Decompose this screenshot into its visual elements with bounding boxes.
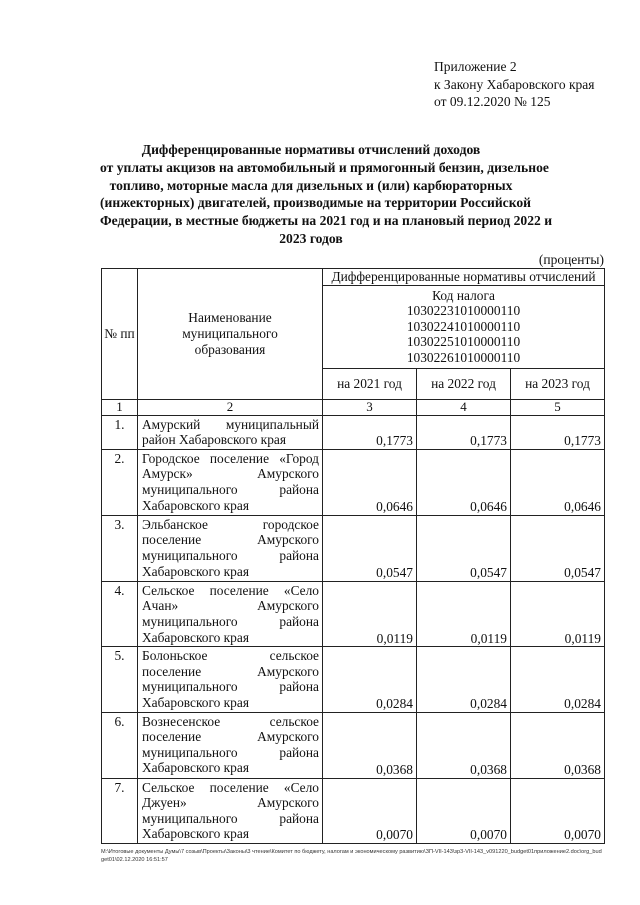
document-title <box>100 141 553 248</box>
title-line: Дифференцированные нормативы отчислений доходов <box>141 142 481 157</box>
units-label: (проценты) <box>538 252 604 267</box>
value-2021: 0,0284 <box>323 647 417 712</box>
value-2022: 0,0646 <box>417 449 511 515</box>
value-2022: 0,0547 <box>417 515 511 581</box>
value-2023: 0,0368 <box>511 712 605 778</box>
row-number: 6. <box>102 712 138 778</box>
column-index: 3 <box>323 399 417 415</box>
column-index: 4 <box>417 399 511 415</box>
municipality-name: Болоньское сельское поселение Амурского муниципального района Хабаровского края <box>138 647 323 712</box>
municipality-name: Вознесенское сельское поселение Амурского муниципального района Хабаровского края <box>138 712 323 778</box>
value-2022: 0,0119 <box>417 581 511 646</box>
header-name <box>138 269 323 400</box>
tax-code: 10302261010000110 <box>406 349 521 365</box>
row-number: 5. <box>102 647 138 712</box>
value-2021: 0,0368 <box>323 712 417 778</box>
table-row <box>102 581 605 646</box>
municipality-name: Сельское поселение «Село Ачан» Амурского муниципального района Хабаровского края <box>138 581 323 646</box>
value-2022: 0,1773 <box>417 415 511 449</box>
file-path-footer: M:\Итоговые документы Думы\7 созыв\Проекты\Законы\3 чтение\Комитет по бюджету, налогам и экономическому развитию\ЗП-VII-143\зр3-VII-143_v091220_budget01приложение2.doc\org_budget01\02.12.2020 16:51:57 <box>101 849 602 863</box>
municipality-name: Амурский муниципальный район Хабаровского края <box>138 415 323 449</box>
tax-code: 10302251010000110 <box>406 334 521 350</box>
table-row <box>102 515 605 581</box>
header-name-text: Наименование муниципального образования <box>182 310 278 357</box>
title-line: Федерации, в местные бюджеты на 2021 год и на плановый период 2022 и <box>100 213 553 229</box>
row-number: 7. <box>102 778 138 843</box>
row-number: 3. <box>102 515 138 581</box>
header-year-2021: на 2021 год <box>323 368 417 399</box>
title-line: от уплаты акцизов на автомобильный и прямогонный бензин, дизельное <box>100 159 549 175</box>
column-index: 5 <box>511 399 605 415</box>
value-2023: 0,0070 <box>511 778 605 843</box>
row-number: 4. <box>102 581 138 646</box>
value-2021: 0,0547 <box>323 515 417 581</box>
title-line: (инжекторных) двигателей, производимые на территории Российской <box>100 195 531 211</box>
table-row <box>102 449 605 515</box>
header-tax-code <box>323 285 605 368</box>
appendix-line-2: к Закону Хабаровского края <box>434 76 595 92</box>
tax-code: 10302231010000110 <box>406 303 521 319</box>
table-row <box>102 778 605 843</box>
value-2023: 0,0119 <box>511 581 605 646</box>
column-index: 1 <box>102 399 138 415</box>
table-row <box>102 647 605 712</box>
appendix-line-1: Приложение 2 <box>434 59 517 74</box>
value-2021: 0,0119 <box>323 581 417 646</box>
table-row <box>102 415 605 449</box>
value-2022: 0,0284 <box>417 647 511 712</box>
header-norms: Дифференцированные нормативы отчислений <box>323 269 605 286</box>
value-2023: 0,1773 <box>511 415 605 449</box>
value-2023: 0,0646 <box>511 449 605 515</box>
tax-code-label: Код налога <box>432 287 495 303</box>
appendix-line-3: от 09.12.2020 № 125 <box>434 94 551 109</box>
title-line: 2023 годов <box>279 230 343 246</box>
value-2022: 0,0368 <box>417 712 511 778</box>
title-line: топливо, моторные масла для дизельных и (или) карбюраторных <box>109 177 513 193</box>
row-number: 1. <box>102 415 138 449</box>
value-2023: 0,0284 <box>511 647 605 712</box>
table-row <box>102 712 605 778</box>
header-number: № пп <box>102 269 138 400</box>
value-2021: 0,0070 <box>323 778 417 843</box>
municipality-name: Эльбанское городское поселение Амурского муниципального района Хабаровского края <box>138 515 323 581</box>
appendix-header <box>434 58 634 111</box>
row-number: 2. <box>102 449 138 515</box>
value-2021: 0,1773 <box>323 415 417 449</box>
value-2023: 0,0547 <box>511 515 605 581</box>
tax-code: 10302241010000110 <box>406 318 521 334</box>
value-2022: 0,0070 <box>417 778 511 843</box>
municipality-name: Сельское поселение «Село Джуен» Амурского муниципального района Хабаровского края <box>138 778 323 843</box>
column-index-row <box>102 399 605 415</box>
norms-table <box>101 268 605 844</box>
value-2021: 0,0646 <box>323 449 417 515</box>
column-index: 2 <box>138 399 323 415</box>
municipality-name: Городское поселение «Город Амурск» Амурского муниципального района Хабаровского края <box>138 449 323 515</box>
header-year-2023: на 2023 год <box>511 368 605 399</box>
header-year-2022: на 2022 год <box>417 368 511 399</box>
